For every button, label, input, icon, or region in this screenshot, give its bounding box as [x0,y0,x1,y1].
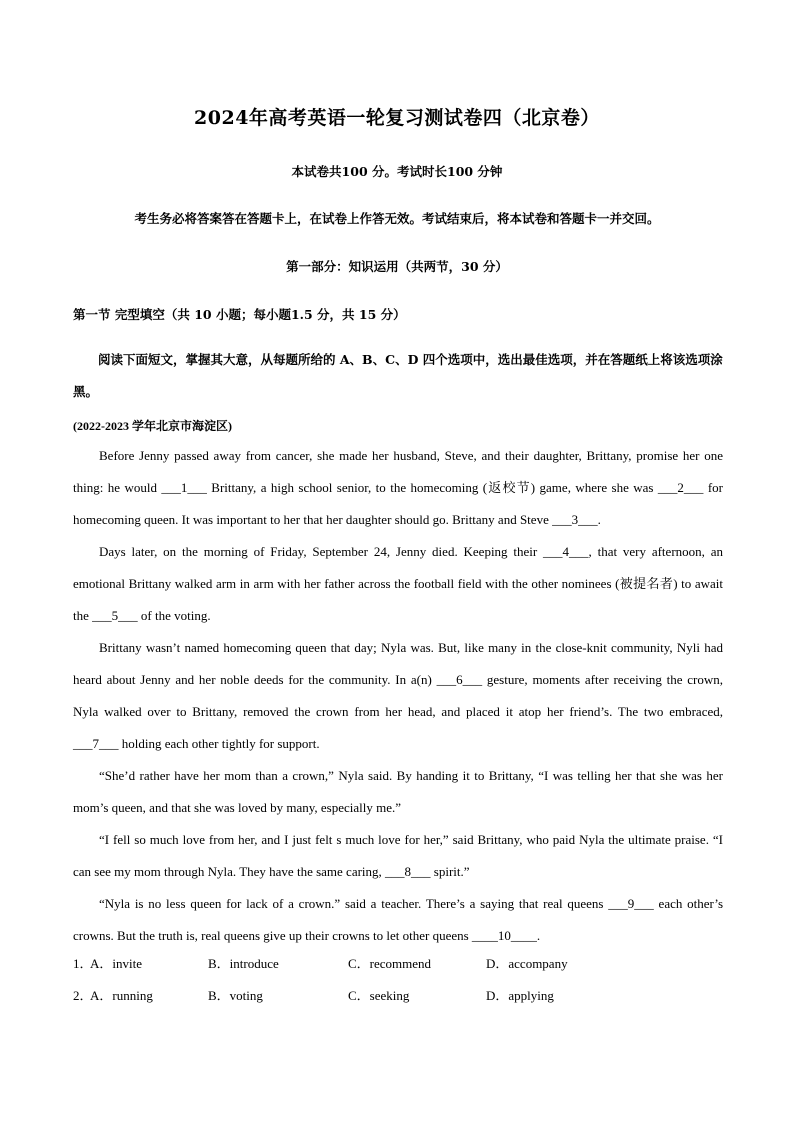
question-number: 1． [73,956,93,971]
passage-paragraph: “Nyla is no less queen for lack of a crown.” said a teacher. There’s a saying that real queens ___9___ each other’s crowns. But the truth is, real queens give up their crowns to let other queens ____10____. [73,896,723,943]
option-d: D．accompany [486,956,568,971]
passage-paragraph: “She’d rather have her mom than a crown,” Nyla said. By handing it to Brittany, “I was telling her that she was her mom’s queen, and that she was loved by many, especially me.” [73,768,723,815]
question-number: 2． [73,988,93,1003]
exam-info: 本试卷共100 分。考试时长100 分钟 [291,164,503,179]
passage-paragraph: Before Jenny passed away from cancer, she made her husband, Steve, and their daughter, Brittany, promise her one thing: he would ___1___ Brittany, a high school senior, to the homecoming (返校节) game, where she was ___2___ for homecoming queen. It was important to her that her daughter should go. Brittany and Steve ___3___. [73,448,723,527]
part-title: 第一部分：知识运用（共两节，30 分） [286,259,508,274]
passage-paragraph: Days later, on the morning of Friday, September 24, Jenny died. Keeping their ___4___, that very afternoon, an emotional Brittany walked arm in arm with her father across the football field with the other nominees (被提名者) to await the ___5___ of the voting. [73,544,723,623]
passage-paragraph: “I fell so much love from her, and I just felt s much love for her,” said Brittany, who paid Nyla the ultimate praise. “I can see my mom through Nyla. They have the same caring, ___8___ spirit.” [73,832,723,879]
option-b: B．voting [208,988,263,1003]
section-instructions: 阅读下面短文，掌握其大意，从每题所给的 A、B、C、D 四个选项中，选出最佳选项，并在答题纸上将该选项涂黑。 [73,352,723,399]
option-c: C．recommend [348,956,432,971]
question-row [73,948,723,980]
option-b: B．introduce [208,956,279,971]
option-a: A．invite [90,956,142,971]
cloze-passage [73,440,723,952]
exam-notice: 考生务必将答案答在答题卡上，在试卷上作答无效。考试结束后，将本试卷和答题卡一并交回。 [134,211,660,226]
passage-paragraph: Brittany wasn’t named homecoming queen that day; Nyla was. But, like many in the close-knit community, Nyli had heard about Jenny and her noble deeds for the community. In a(n) ___6___ gesture, moments after receiving the crown, Nyla walked over to Brittany, removed the crown from her head, and placed it atop her friend’s. The two embraced, ___7___ holding each other tightly for support. [73,640,723,751]
passage-source: (2022-2023 学年北京市海淀区) [73,419,232,433]
exam-title: 2024年高考英语一轮复习测试卷四（北京卷） [194,107,600,129]
question-row [73,980,723,1012]
section-title: 第一节 完型填空（共 10 小题；每小题1.5 分，共 15 分） [73,307,406,322]
option-c: C．seeking [348,988,410,1003]
option-a: A．running [90,988,153,1003]
question-options [73,948,723,1012]
option-d: D．applying [486,988,554,1003]
